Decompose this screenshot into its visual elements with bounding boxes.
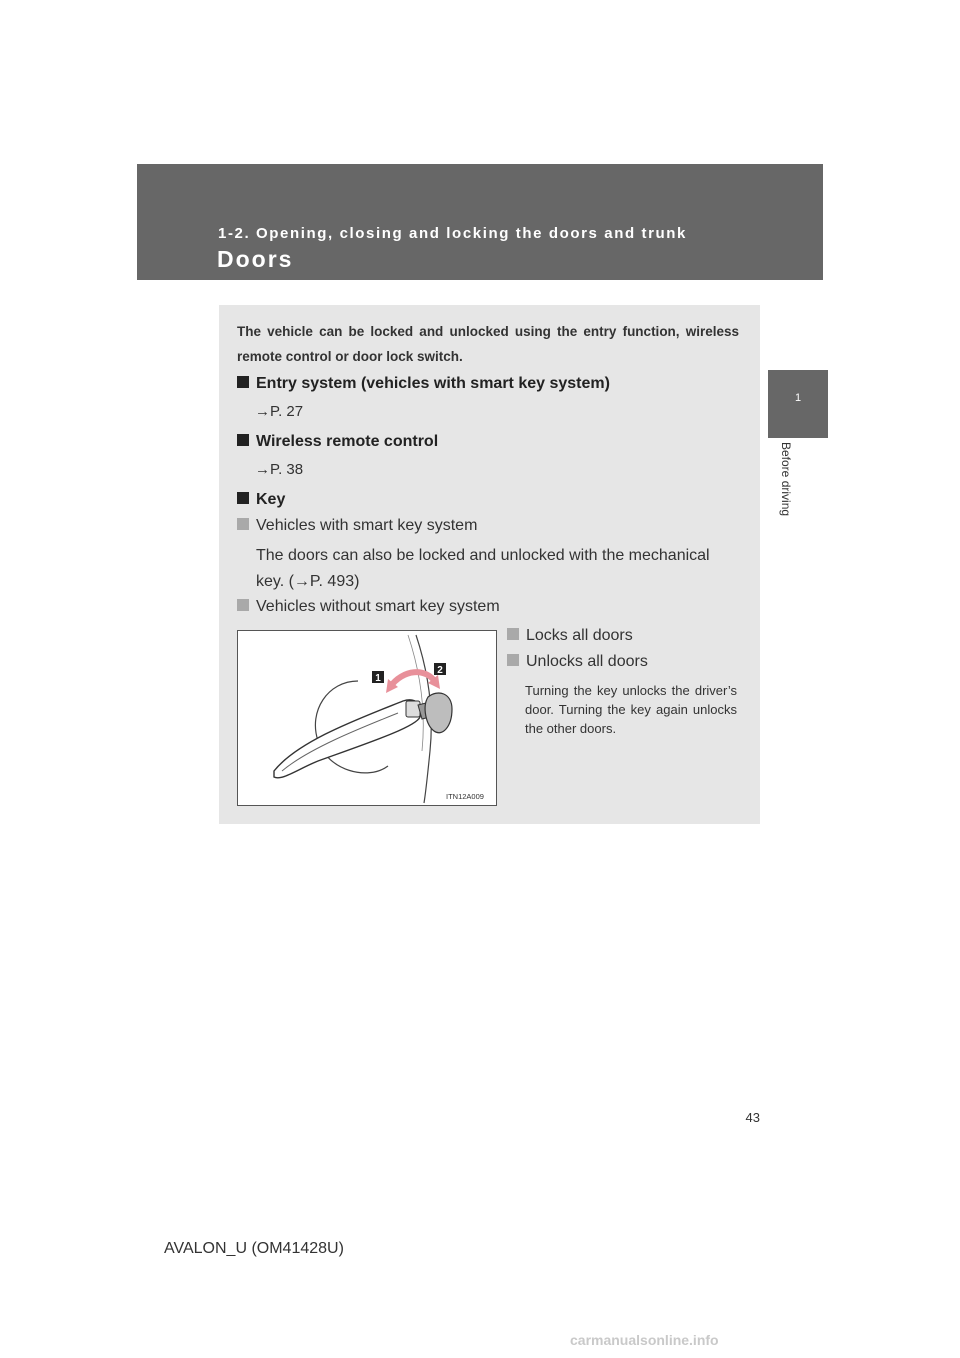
marker-1: 1: [375, 673, 381, 684]
remote-control-label: Wireless remote control: [256, 433, 439, 450]
square-bullet-icon: [237, 492, 249, 504]
watermark: carmanualsonline.info: [570, 1332, 719, 1348]
smart-key-subheading: [237, 517, 477, 535]
figure-caption: Turning the key unlocks the driver’s door. Turning the key again unlocks the other doors.: [525, 683, 737, 736]
locks-all-doors-item: [507, 627, 633, 645]
grey-square-bullet-icon: [237, 599, 249, 611]
unlocks-all-doors-item: [507, 653, 648, 671]
smart-key-label: Vehicles with smart key system: [256, 517, 478, 534]
chapter-label: Before driving: [779, 442, 793, 517]
no-smart-key-label: Vehicles without smart key system: [256, 598, 500, 615]
locks-all-doors-label: Locks all doors: [526, 627, 633, 644]
door-key-figure: [237, 630, 497, 806]
content-box: [219, 305, 760, 824]
grey-square-bullet-icon: [237, 518, 249, 530]
remote-control-ref: →P. 38: [255, 461, 304, 478]
chapter-number: 1: [794, 392, 802, 404]
grey-square-bullet-icon: [507, 654, 519, 666]
smart-key-text: The doors can also be locked and unlocked with the mechanical key. (→P. 493): [256, 547, 710, 590]
intro-text: The vehicle can be locked and unlocked using the entry function, wireless remote control or door lock switch.: [237, 324, 739, 364]
entry-system-heading: [237, 375, 610, 393]
chapter-tab: [768, 370, 828, 438]
page-number: 43: [745, 1110, 760, 1125]
door-handle-illustration: [238, 631, 496, 805]
grey-square-bullet-icon: [507, 628, 519, 640]
key-label: Key: [256, 491, 286, 508]
page-title: Doors: [217, 246, 294, 272]
key-heading: [237, 491, 285, 509]
entry-system-label: Entry system (vehicles with smart key system): [256, 375, 610, 392]
section-title: 1-2. Opening, closing and locking the doors and trunk: [218, 225, 687, 242]
marker-2: 2: [437, 665, 443, 676]
entry-system-ref: →P. 27: [255, 403, 304, 420]
square-bullet-icon: [237, 434, 249, 446]
figure-code: ITN12A009: [446, 792, 484, 801]
no-smart-key-subheading: [237, 598, 500, 616]
square-bullet-icon: [237, 376, 249, 388]
unlocks-all-doors-label: Unlocks all doors: [526, 653, 648, 670]
model-code: AVALON_U (OM41428U): [164, 1240, 344, 1257]
remote-control-heading: [237, 433, 438, 451]
